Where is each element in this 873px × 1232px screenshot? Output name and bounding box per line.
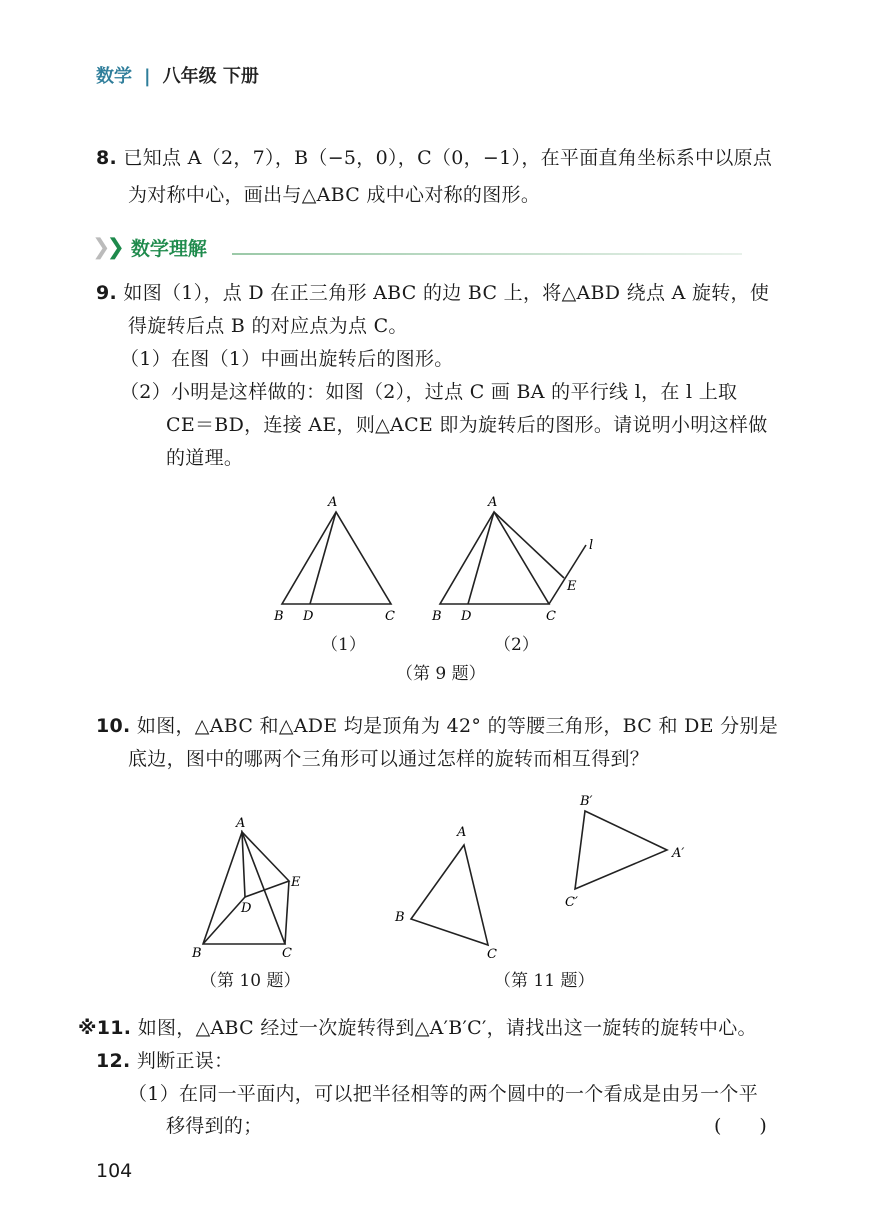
fig2-label-b: B (432, 609, 442, 624)
fig2-label-d: D (461, 609, 472, 624)
segment-ad-2 (468, 512, 494, 604)
q8-text1: 已知点 A（2，7），B（−5，0），C（0，−1），在平面直角坐标系中以原点 (123, 147, 773, 169)
fig10-label-d: D (241, 901, 252, 916)
q10-text1: 如图，△ABC 和△ADE 均是顶角为 42° 的等腰三角形，BC 和 DE 分别是 (136, 715, 779, 737)
line-l (549, 545, 586, 604)
q10-number: 10. (96, 715, 131, 737)
fig1-label-b: B (274, 609, 284, 624)
q11-figure-caption: （第 11 题） (494, 971, 595, 991)
page-number: 104 (96, 1160, 133, 1182)
triangle-abc-2 (440, 512, 549, 604)
q9-sub1: （1）在图（1）中画出旋转后的图形。 (120, 348, 454, 370)
q12-text: 判断正误： (136, 1050, 234, 1072)
q12-sub1-line2: 移得到的； (166, 1115, 263, 1137)
fig2-caption: （2） (494, 635, 539, 655)
triangle-abc-1 (282, 512, 391, 604)
q9-line2: 得旋转后点 B 的对应点为点 C。 (128, 315, 408, 337)
fig2-label-e: E (567, 579, 577, 594)
fig11-label-a-prime: A′ (672, 846, 685, 861)
q11-number: ※11. (78, 1017, 132, 1039)
chevron-green-icon: ❯ (106, 235, 125, 260)
fig10-label-a: A (236, 816, 246, 831)
q9-sub2-line3: 的道理。 (166, 447, 244, 469)
q12-sub1-line1: （1）在同一平面内，可以把半径相等的两个圆中的一个看成是由另一个平 (128, 1083, 758, 1105)
q9-figure-caption: （第 9 题） (396, 664, 486, 684)
triangle-ade-10 (242, 832, 289, 897)
fig11-label-b: B (395, 910, 405, 925)
triangle-abc-11 (411, 845, 488, 945)
q11-line (78, 1013, 757, 1040)
figure-11 (411, 811, 667, 945)
q9-sub2-line2: CE＝BD，连接 AE，则△ACE 即为旋转后的图形。请说明小明这样做 (166, 414, 768, 436)
fig11-label-c: C (487, 947, 497, 962)
fig1-label-c: C (385, 609, 395, 624)
fig11-label-a: A (457, 825, 467, 840)
fig10-label-c: C (282, 946, 292, 961)
segment-ad-1 (310, 512, 336, 604)
q8-line2: 为对称中心，画出与△ABC 成中心对称的图形。 (128, 184, 541, 206)
q10-line2: 底边，图中的哪两个三角形可以通过怎样的旋转而相互得到？ (128, 748, 650, 770)
segment-ce (285, 881, 289, 944)
fig10-label-e: E (291, 875, 301, 890)
fig1-label-d: D (303, 609, 314, 624)
header-separator: | (144, 66, 151, 87)
q10-figure-caption: （第 10 题） (200, 971, 301, 991)
fig10-label-b: B (192, 946, 202, 961)
fig11-label-c-prime: C′ (565, 895, 578, 910)
header-subject: 数学 (96, 66, 132, 87)
figure-9-2 (440, 512, 586, 604)
fig1-label-a: A (328, 495, 338, 510)
fig2-label-a: A (488, 495, 498, 510)
answer-blank: ( ) (714, 1115, 767, 1137)
triangle-abc-prime (575, 811, 667, 889)
q9-sub2-line1: （2）小明是这样做的：如图（2），过点 C 画 BA 的平行线 l，在 l 上取 (120, 381, 738, 403)
section-title: 数学理解 (130, 238, 207, 260)
figure-10 (203, 832, 289, 944)
q12-number: 12. (96, 1050, 131, 1072)
q9-number: 9. (96, 282, 118, 304)
figure-9-1 (282, 512, 391, 604)
segment-ae (494, 512, 564, 578)
q11-text: 如图，△ABC 经过一次旋转得到△A′B′C′，请找出这一旋转的旋转中心。 (137, 1017, 757, 1039)
header-grade: 八年级 下册 (162, 66, 259, 87)
q10-line1 (96, 711, 778, 738)
q8-number: 8. (96, 147, 118, 169)
chevron-grey-icon: ❯ (92, 235, 111, 260)
segment-bd (203, 897, 245, 944)
q9-text1: 如图（1），点 D 在正三角形 ABC 的边 BC 上，将△ABD 绕点 A 旋转，使 (123, 282, 770, 304)
fig11-label-b-prime: B′ (580, 794, 593, 809)
fig1-caption: （1） (321, 635, 366, 655)
fig2-label-c: C (546, 609, 556, 624)
fig2-label-l: l (589, 538, 594, 553)
q12-line (96, 1046, 233, 1073)
